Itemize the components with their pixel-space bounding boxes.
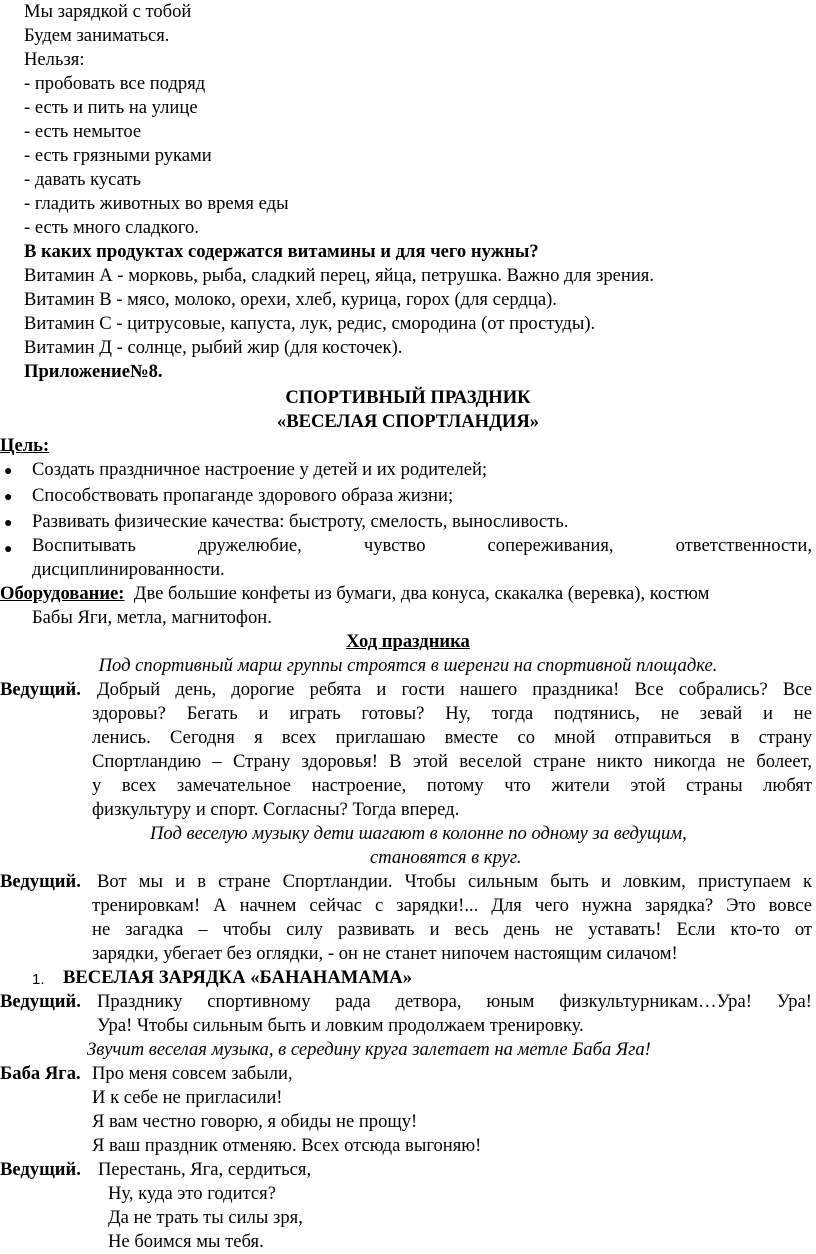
section-title: ВЕСЕЛАЯ ЗАРЯДКА «БАНАНАМАМА» <box>63 967 413 988</box>
vitamins-question: В каких продуктах содержатся витамины и для чего нужны? <box>24 241 539 262</box>
bullet-icon: ● <box>4 464 13 479</box>
section-number: 1. <box>32 971 45 988</box>
intro-line: - есть много сладкого. <box>24 217 199 238</box>
speaker-label: Ведущий. <box>0 991 81 1012</box>
appendix-label: Приложение№8. <box>24 361 163 382</box>
verse-line: Перестань, Яга, сердиться, <box>98 1159 312 1180</box>
speech-line: Спортландию – Страну здоровья! В этой веселой стране никто никогда не болеет, <box>92 751 812 772</box>
intro-line: - давать кусать <box>24 169 142 190</box>
intro-line: - есть и пить на улице <box>24 97 198 118</box>
speech-line: здоровы? Бегать и играть готовы? Ну, тогда подтянись, не зевай и не <box>92 703 812 724</box>
equipment-text: Две большие конфеты из бумаги, два конуса, скакалка (веревка), костюм <box>133 583 710 604</box>
course-heading: Ход праздника <box>346 631 470 652</box>
speech-line: не загадка – чтобы силу развивать и весь день не уставать! Если кто-то от <box>92 919 812 940</box>
verse-line: Я вам честно говорю, я обиды не прощу! <box>92 1111 418 1132</box>
vitamin-item: Витамин В - мясо, молоко, орехи, хлеб, курица, горох (для сердца). <box>24 289 557 310</box>
speech-line: Добрый день, дорогие ребята и гости нашего праздника! Все собрались? Все <box>97 679 812 700</box>
speech-line: физкультуру и спорт. Согласны? Тогда вперед. <box>92 799 460 820</box>
goal-item: Развивать физические качества: быстроту, смелость, выносливость. <box>32 511 569 532</box>
speech-line: Вот мы и в стране Спортландии. Чтобы сильным быть и ловким, приступаем к <box>97 871 812 892</box>
intro-line: Будем заниматься. <box>24 25 170 46</box>
goal-item-continuation: дисциплинированности. <box>32 559 225 580</box>
speaker-label: Баба Яга. <box>0 1063 81 1084</box>
equipment-label: Оборудование: <box>0 583 125 604</box>
vitamin-item: Витамин С - цитрусовые, капуста, лук, редис, смородина (от простуды). <box>24 313 596 334</box>
goal-item: Воспитывать дружелюбие, чувство сопереживания, ответственности, <box>32 535 812 556</box>
speech-line: Празднику спортивному рада детвора, юным физкультурникам…Ура! Ура! <box>97 991 812 1012</box>
equipment-text-continuation: Бабы Яги, метла, магнитофон. <box>32 607 272 628</box>
speech-line: ленись. Сегодня я всех приглашаю вместе со мной отправиться в страну <box>92 727 812 748</box>
verse-line: Про меня совсем забыли, <box>92 1063 293 1084</box>
page-subtitle: «ВЕСЕЛАЯ СПОРТЛАНДИЯ» <box>276 411 540 432</box>
intro-line: Нельзя: <box>24 49 85 70</box>
verse-line: Ну, куда это годится? <box>108 1183 276 1204</box>
verse-line: Я ваш праздник отменяю. Всех отсюда выгоняю! <box>92 1135 482 1156</box>
stage-direction: Под веселую музыку дети шагают в колонне по одному за ведущим, <box>150 823 687 844</box>
speech-line: Ура! Чтобы сильным быть и ловким продолжаем тренировку. <box>97 1015 584 1036</box>
stage-direction: Под спортивный марш группы строятся в шеренги на спортивной площадке. <box>98 655 718 676</box>
intro-line: - есть грязными руками <box>24 145 212 166</box>
intro-line: Мы зарядкой с тобой <box>24 1 192 22</box>
vitamin-item: Витамин Д - солнце, рыбий жир (для косточек). <box>24 337 403 358</box>
verse-line: И к себе не пригласили! <box>92 1087 283 1108</box>
goal-item: Создать праздничное настроение у детей и их родителей; <box>32 459 488 480</box>
vitamin-item: Витамин А - морковь, рыба, сладкий перец, яйца, петрушка. Важно для зрения. <box>24 265 654 286</box>
speaker-label: Ведущий. <box>0 679 81 700</box>
speech-line: у всех замечательное настроение, потому что жители этой страны любят <box>92 775 812 796</box>
speaker-label: Ведущий. <box>0 1159 81 1180</box>
intro-line: - пробовать все подряд <box>24 73 206 94</box>
goal-label: Цель: <box>0 435 50 456</box>
equipment-line <box>0 582 709 606</box>
verse-line: Да не трать ты силы зря, <box>108 1207 303 1228</box>
bullet-icon: ● <box>4 516 13 531</box>
bullet-icon: ● <box>4 542 13 557</box>
stage-direction: Звучит веселая музыка, в середину круга залетает на метле Баба Яга! <box>87 1039 651 1060</box>
speech-line: тренировкам! А начнем сейчас с зарядки!... Для чего нужна зарядка? Это вовсе <box>92 895 812 916</box>
bullet-icon: ● <box>4 490 13 505</box>
stage-direction: становятся в круг. <box>370 847 522 868</box>
page-title: СПОРТИВНЫЙ ПРАЗДНИК <box>285 387 531 408</box>
goal-item: Способствовать пропаганде здорового образа жизни; <box>32 485 454 506</box>
intro-line: - есть немытое <box>24 121 142 142</box>
intro-line: - гладить животных во время еды <box>24 193 289 214</box>
speaker-label: Ведущий. <box>0 871 81 892</box>
speech-line: зарядки, убегает без оглядки, - он не станет нипочем настоящим силачом! <box>92 943 678 964</box>
verse-line: Не боимся мы тебя. <box>108 1231 264 1252</box>
